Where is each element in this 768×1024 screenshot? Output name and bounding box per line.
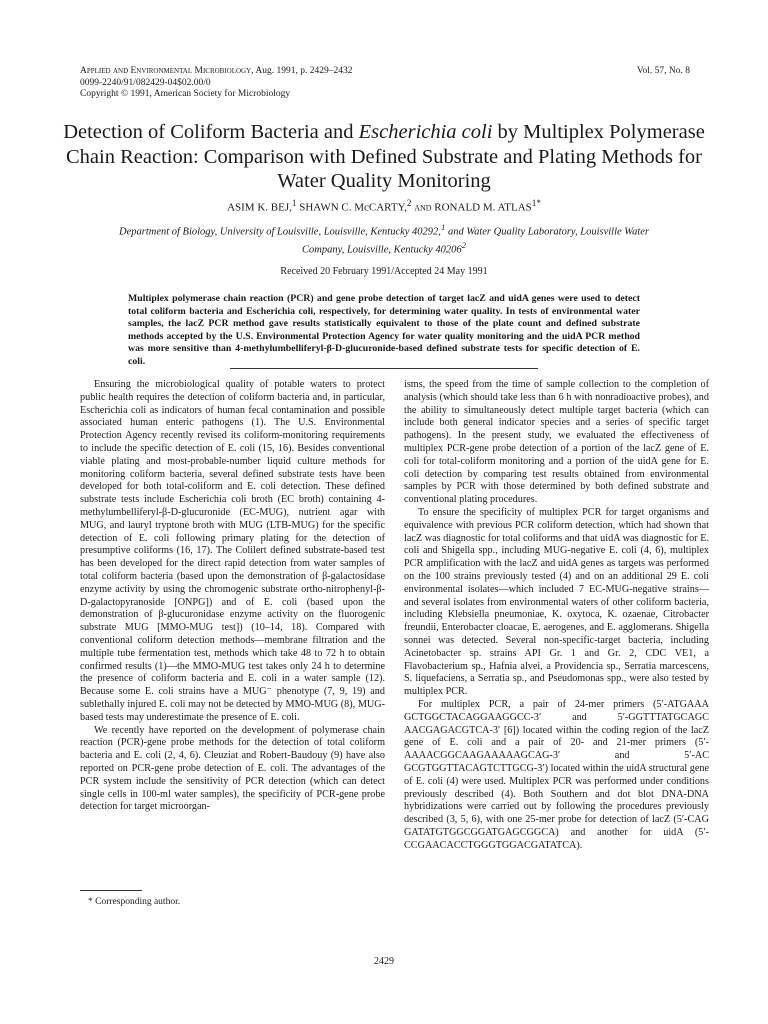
author-mccarty: SHAWN C. McCARTY,: [296, 201, 407, 214]
paragraph: To ensure the specificity of multiplex PCR for target organisms and equivalence with previous PCR coliform detection, which had shown that lacZ was diagnostic for total coliforms and that uidA was diagnostic for E. coli and Shigella spp., including MUG-negative E. coli (4, 6), multiplex PCR amplification with the lacZ and uidA genes as targets was performed on the 100 strains previously tested (4) and on an additional 29 E. coli environmental isolates—which included 7 EC-MUG-negative strains—and several isolates from environmental waters of other coliform bacteria, including Klebsiella pneumoniae, K. oxytoca, K. ozaenae, Citrobacter freundii, Enterobacter cloacae, E. aerogenes, and E. agglomerans. Shigella sonnei was detected. Several non-specific-target bacteria, including Acinetobacter sp. strains API Gr. 1 and Gr. 2, CDC VE1, a Flavobacterium sp., Hafnia alvei, a Providencia sp., Serratia marcescens, S. liquefaciens, a Serratia sp., and Pseudomonas spp., were also tested by multiplex PCR.: [404, 506, 709, 698]
page-number: 2429: [374, 956, 394, 967]
article-code: 0099-2240/91/082429-04$02.00/0: [80, 77, 211, 88]
paragraph: We recently have reported on the development of polymerase chain reaction (PCR)-gene probe methods for the detection of total coliform bacteria and E. coli (2, 4, 6). Cleuziat and Robert-Baudouy (9) have also reported on PCR-gene probe detection of E. coli. The advantages of the PCR system include the sensitivity of PCR detection (which can detect single cells in 100-ml water samples), the specificity of PCR-gene probe detection for target microorgan-: [80, 724, 385, 813]
copyright: Copyright © 1991, American Society for Microbiology: [80, 89, 291, 99]
author-atlas: RONALD M. ATLAS: [434, 201, 532, 214]
footnote-divider: [80, 890, 142, 891]
issue-info: , Aug. 1991, p. 2429–2432: [251, 66, 353, 76]
footnote: * Corresponding author.: [88, 897, 181, 907]
body-column-left: [80, 379, 385, 814]
journal-citation: [80, 66, 353, 78]
journal-name: Applied and Environmental Microbiology: [80, 66, 252, 76]
paragraph: For multiplex PCR, a pair of 24-mer primers (5′-ATGAAA GCTGGCTACAGGAAGGCC-3′ and 5′-GGTTTATGCAGC AACGAGACGTCA-3′ [6]) located within the coding region of the lacZ gene of E. coli and a pair of 20- and 21-mer primers (5′-AAAACGGCAAGAAAAAGCAG-3′ and 5′-AC GCGTGGTTACAGTCTTGCG-3′) located within the uidA structural gene of E. coli (4) were used. Multiplex PCR was performed under conditions previously described (4). Both Southern and dot blot DNA-DNA hybridizations were carried out by following the procedures previously described (3, 5, 6), with one 25-mer probe for detection of lacZ (5′-CAG GATATGTGGCGGATGAGCGGCA) and another for uidA (5′-CCGAACACCTGGGTGGACGATATCA).: [404, 698, 709, 851]
affiliations: Department of Biology, University of Louisville, Louisville, Kentucky 40292,$^1$ and Water Quality Laboratory, Louisville Water Company, Louisville, Kentucky 40206$^2$: [118, 222, 650, 255]
volume-info: Vol. 57, No. 8: [636, 66, 690, 76]
author-bej: ASIM K. BEJ,: [227, 201, 292, 214]
paragraph: isms, the speed from the time of sample collection to the completion of analysis (which should take less than 6 h with nonradioactive probes), and the ability to simultaneously detect multiple target bacteria (which can include both general indicator species and a series of specific target pathogens). In the present study, we evaluated the effectiveness of multiplex PCR-gene probe detection of a portion of the lacZ gene of E. coli for total-coliform monitoring and a portion of the uidA gene for E. coli detection by comparing test results obtained from environmental samples by PCR with those determined by both defined substrate and conventional plating procedures.: [404, 379, 709, 506]
received-dates: Received 20 February 1991/Accepted 24 May 1991: [280, 266, 488, 277]
body-column-right: [404, 379, 709, 852]
author-list: ASIM K. BEJ,$^1$ SHAWN C. McCARTY,$^2$ and RONALD M. $ATLAS^{1*}$: [227, 198, 541, 214]
article-title: Detection of Coliform Bacteria and Escherichia coli by Multiplex Polymerase Chain Reaction: Comparison with Defined Substrate and Plating Methods for Water Quality Monitoring: [63, 121, 705, 192]
abstract: Multiplex polymerase chain reaction (PCR) and gene probe detection of target lacZ and uidA genes were used to detect total coliform bacteria and Escherichia coli, respectively, for determining water quality. In tests of environmental water samples, the lacZ PCR method gave results statistically equivalent to those of the plate count and defined substrate methods accepted by the U.S. Environmental Protection Agency for water quality monitoring and the uidA PCR method was more sensitive than 4-methylumbelliferyl-β-D-glucuronide-based defined substrate tests for specific detection of E. coli.: [128, 293, 640, 367]
running-header: [80, 66, 353, 101]
paragraph: Ensuring the microbiological quality of potable waters to protect public health requires the detection of coliform bacteria and, in particular, Escherichia coli as indicators of human fecal contamination and possible associated human enteric pathogens (1). The U.S. Environmental Protection Agency recently revised its coliform-monitoring requirements to include the specific detection of E. coli (15, 16). Besides conventional viable plating and most-probable-number liquid culture methods for monitoring coliform bacteria, several defined substrate tests have been developed for both total-coliform and E. coli detection. These defined substrate tests include Escherichia coli broth (EC broth) containing 4-methylumbelliferyl-β-D-glucuronide (EC-MUG), nutrient agar with MUG, and lauryl tryptone broth with MUG (LTB-MUG) for the specific detection of E. coli following primary plating for the detection of presumptive coliforms (16, 17). The Colilert defined substrate-based test has been developed for the direct rapid detection from water samples of total coliform bacteria (based upon the demonstration of β-galactosidase enzyme activity by using the chromogenic substrate ortho-nitrophenyl-β-D-galactopyranoside [ONPG]) and of E. coli (based upon the demonstration of β-glucuronidase enzyme activity on the fluorogenic substrate MUG [MMO-MUG test]) (10–14, 18). Compared with conventional coliform detection methods—membrane filtration and the multiple tube fermentation test, methods which take 48 to 72 h to obtain confirmed results (1)—the MMO-MUG test takes only 24 h to determine the presence of coliform bacteria and E. coli in a water sample (12). Because some E. coli strains have a MUG⁻ phenotype (7, 9, 19) and sublethally injured E. coli may not be detected by MMO-MUG (8), MUG-based tests may underestimate the presence of E. coli.: [80, 379, 385, 723]
section-divider: [230, 368, 538, 369]
